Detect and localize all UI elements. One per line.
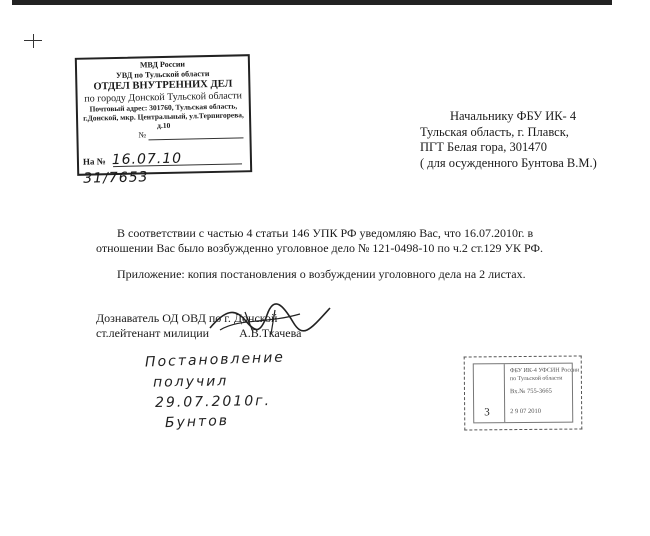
stamp-ministry: МВД России: [139, 59, 186, 70]
stamp-city: по городу Донской Тульской области: [84, 90, 243, 105]
attachment-text: Приложение: копия постановления о возбуждении уголовного дела на 2 листах.: [117, 267, 526, 281]
handwritten-line-2: получил: [152, 373, 229, 391]
addressee-region: Тульская область, г. Плавск,: [420, 124, 569, 139]
official-stamp: [75, 54, 252, 187]
handwritten-signature: Бунтов: [164, 412, 230, 432]
signature-scribble: [205, 300, 335, 340]
stamp-number-label: №: [138, 130, 147, 140]
stamp-address-1: Почтовый адрес: 301760, Тульская область,: [89, 101, 238, 114]
registration-stamp-institution: ФБУ ИК-4 УФСИН России: [509, 367, 580, 375]
handwritten-date: 29.07.2010г.: [154, 392, 272, 412]
stamp-reference-label: На №: [82, 156, 106, 167]
addressee-note: ( для осужденного Бунтова В.М.): [420, 155, 597, 170]
registration-stamp-date: 2 9 07 2010: [510, 407, 542, 416]
scan-corner-mark-vertical: [33, 34, 34, 48]
signatory-position: Дознаватель ОД ОВД по г. Донской: [96, 311, 278, 325]
registration-stamp-region: по Тульской области: [509, 375, 563, 383]
stamp-number-line: [149, 137, 244, 140]
handwritten-receipt: [135, 349, 335, 452]
addressee-locality: ПГТ Белая гора, 301470: [420, 140, 548, 154]
scan-top-border: [12, 0, 612, 5]
handwritten-line-1: Постановление: [144, 349, 286, 371]
stamp-reference-value: 16.07.10 31/7653: [83, 150, 183, 187]
stamp-department: УВД по Тульской области: [115, 69, 210, 80]
registration-stamp-count: 3: [484, 406, 490, 419]
stamp-reference-row: [82, 148, 246, 187]
notice-text-line-1: В соответствии с частью 4 статьи 146 УПК РФ уведомляю Вас, что 16.07.2010г. в: [117, 226, 534, 240]
registration-stamp-inner: [473, 363, 580, 424]
registration-stamp: [464, 355, 583, 430]
stamp-number-row: [78, 128, 249, 144]
stamp-office: ОТДЕЛ ВНУТРЕННИХ ДЕЛ: [93, 78, 233, 93]
addressee-block: [420, 109, 620, 171]
stamp-address-2: г.Донской, мкр. Центральный, ул.Терпигорева, д.10: [83, 110, 244, 131]
registration-stamp-divider: [504, 364, 506, 422]
signatory-rank-name: ст.лейтенант милиции А.В.Ткачева: [96, 326, 302, 340]
notice-text-line-2: отношении Вас было возбужденно уголовное дело № 121-0498-10 по ч.2 ст.129 УК РФ.: [96, 241, 543, 255]
registration-stamp-number: Вх.№ 755-3665: [509, 387, 552, 396]
addressee-recipient: Начальнику ФБУ ИК- 4: [450, 109, 577, 123]
